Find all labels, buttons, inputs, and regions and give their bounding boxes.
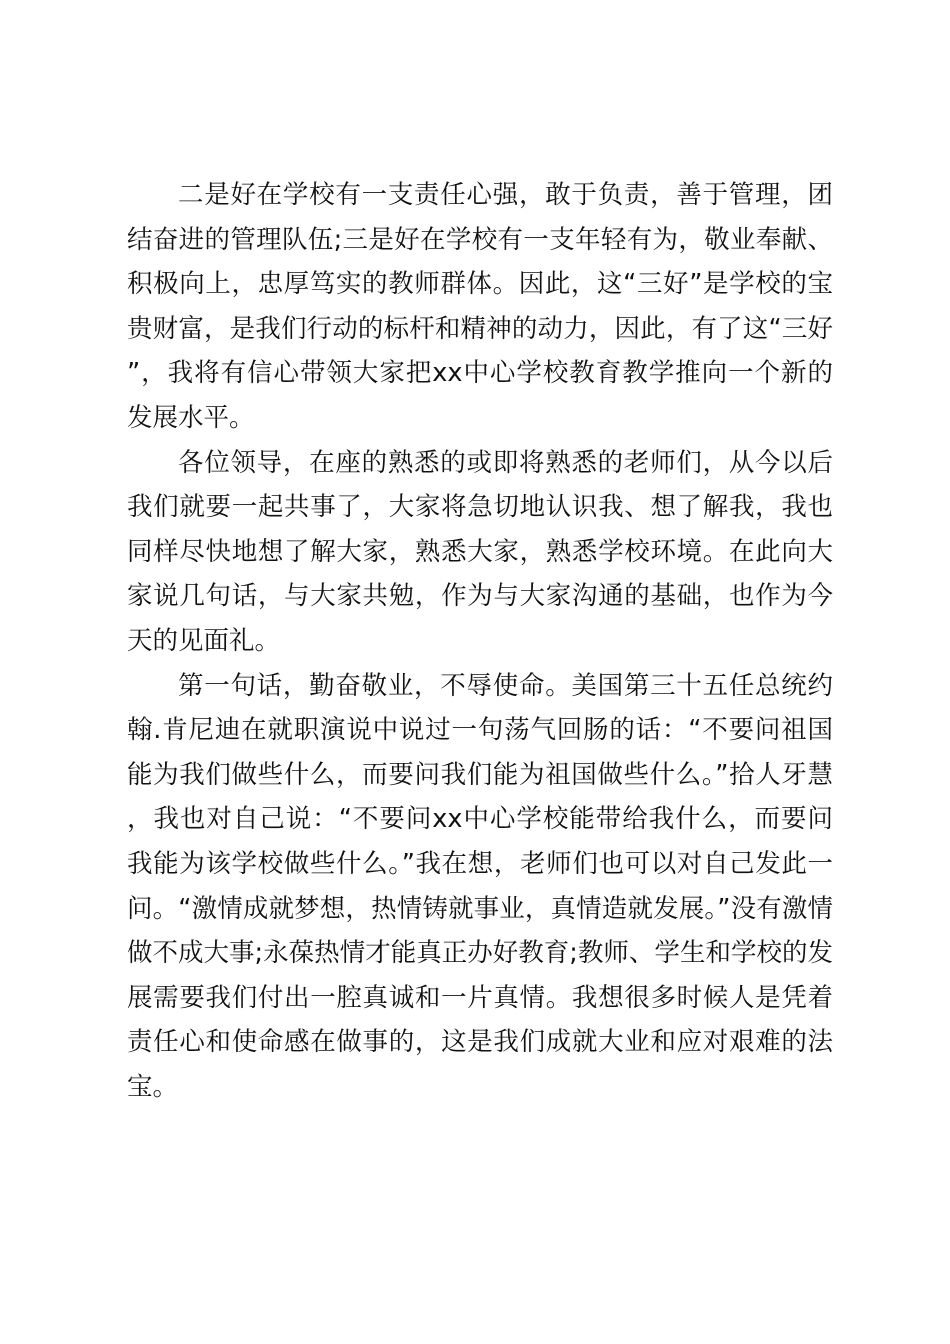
paragraph-three-goods: 二是好在学校有一支责任心强，敢于负责，善于管理，团结奋进的管理队伍;三是好在学校有一支年轻有为，敬业奉献、积极向上，忠厚笃实的教师群体。因此，这“三好”是学校的宝贵财富，是我们行动的标杆和精神的动力，因此，有了这“三好”，我将有信心带领大家把xx中心学校教育教学推向一个新的发展水平。 [127,180,833,433]
paragraph-first-saying: 第一句话，勤奋敬业，不辱使命。美国第三十五任总统约翰.肯尼迪在就职演说中说过一句荡气回肠的话：“不要问祖国能为我们做些什么，而要问我们能为祖国做些什么。”拾人牙慧，我也对自己说：“不要问xx中心学校能带给我什么，而要问我能为该学校做些什么。”我在想，老师们也可以对自己发此一问。“激情成就梦想，热情铸就事业，真情造就发展。”没有激情做不成大事;永葆热情才能真正办好教育;教师、学生和学校的发展需要我们付出一腔真诚和一片真情。我想很多时候人是凭着责任心和使命感在做事的，这是我们成就大业和应对艰难的法宝。 [127,670,833,1102]
document-body [127,173,833,1109]
paragraph-greeting: 各位领导，在座的熟悉的或即将熟悉的老师们，从今以后我们就要一起共事了，大家将急切地认识我、想了解我，我也同样尽快地想了解大家，熟悉大家，熟悉学校环境。在此向大家说几句话，与大家共勉，作为与大家沟通的基础，也作为今天的见面礼。 [127,447,833,656]
